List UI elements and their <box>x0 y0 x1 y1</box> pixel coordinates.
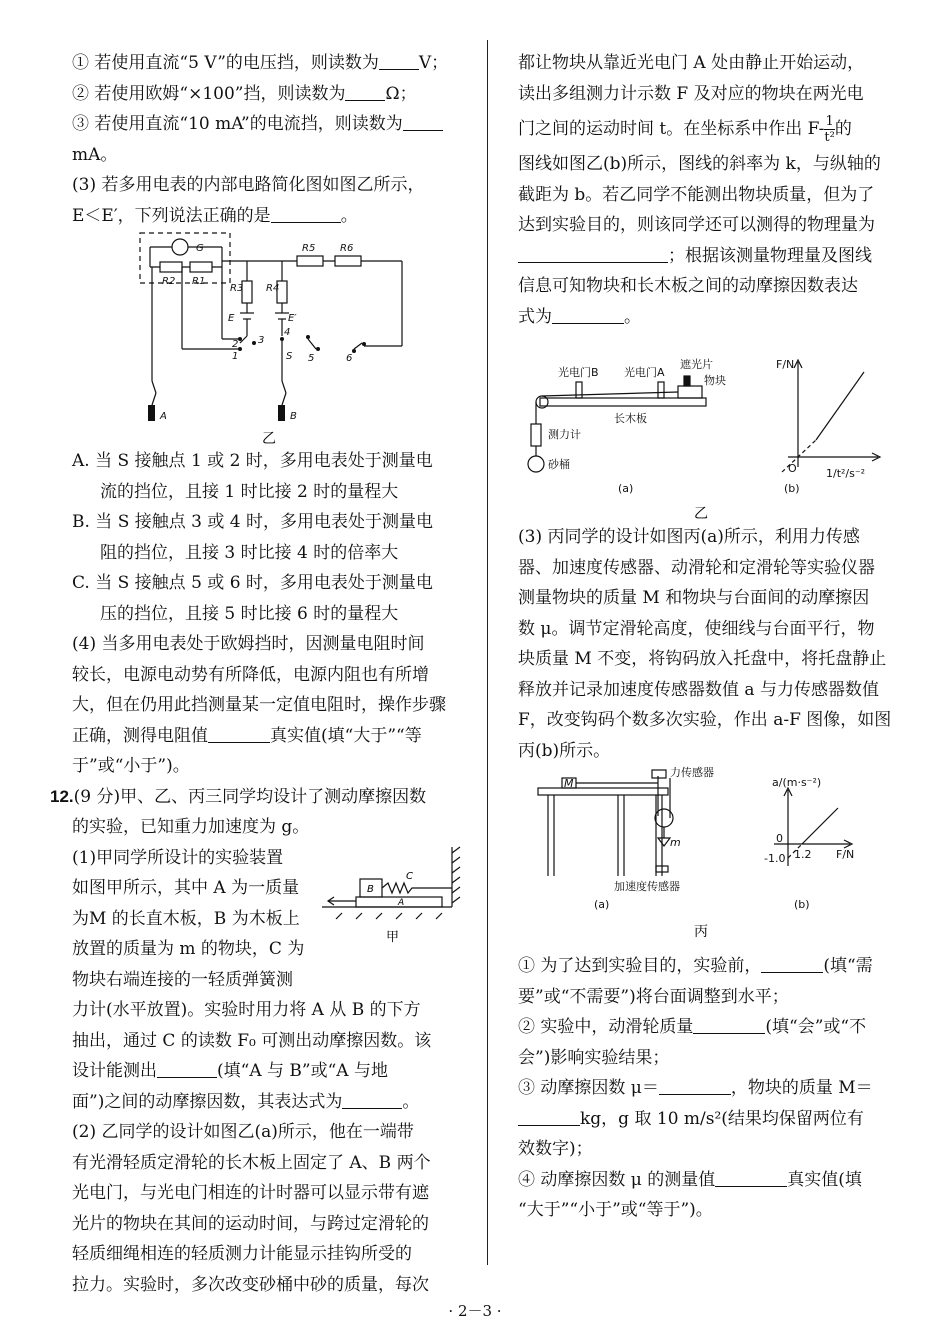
part-2-line: 拉力。实验时，多次改变砂桶中砂的质量，每次 <box>72 1274 429 1295</box>
part-3-line: (3) 若多用电表的内部电路简化图如图乙所示， <box>72 175 425 195</box>
sub-question-2: ② 实验中，动滑轮质量 (填“会”或“不 <box>518 1017 867 1037</box>
resistor-r6 <box>335 256 361 266</box>
question-12: 12.(9 分)甲、乙、丙三同学均设计了测动摩擦因数 <box>50 786 427 807</box>
part-1-line: 设计能测出 (填“A 与 B”或“A 与地 <box>72 1061 388 1081</box>
part-2-line: 式为 。 <box>518 306 641 327</box>
spring-scale-c <box>382 883 452 893</box>
sub-question-1-line: 要”或“不需要”)将台面调整到水平； <box>518 986 789 1007</box>
figure-caption: 乙 <box>694 506 708 522</box>
part-3-line: 释放并记录加速度传感器数值 a 与力传感器数值 <box>518 679 879 700</box>
figure-label: -1.0 <box>764 852 786 865</box>
circuit-label: R2 <box>162 276 176 287</box>
sub-question-4-line: “大于”“小于”或“等于”)。 <box>518 1200 713 1220</box>
circuit-label: 5 <box>308 353 315 364</box>
figure-caption: 甲 <box>386 929 400 945</box>
part-1-line: 抽出，通过 C 的读数 F₀ 可测出动摩擦因数。该 <box>72 1030 432 1051</box>
figure-label: B <box>367 883 374 895</box>
figure-label: (a) <box>594 898 610 911</box>
right-column <box>518 48 913 1226</box>
galvanometer-symbol <box>172 239 188 255</box>
part-2-line: 光片的物块在其间的运动时间，与跨过定滑轮的 <box>72 1213 429 1234</box>
page-number: · 2－3 · <box>448 1302 502 1320</box>
part-2-line: 轻质细绳相连的轻质测力计能显示挂钩所受的 <box>72 1244 412 1264</box>
part-2-line: (2) 乙同学的设计如图乙(a)所示，他在一端带 <box>72 1122 414 1142</box>
part-4-line: 大，但在仍用此挡测量某一定值电阻时，操作步骤 <box>72 695 446 715</box>
figure-label: 物块 <box>704 374 726 387</box>
column-divider <box>487 40 488 1265</box>
answer-blank[interactable] <box>403 112 443 131</box>
part-2-line: 截距为 b。若乙同学不能测出物块质量，但为了 <box>518 184 875 205</box>
part-2-line: 都让物块从靠近光电门 A 处由静止开始运动， <box>518 53 865 73</box>
part-3-line: F，改变钩码个数多次实验，作出 a-F 图像，如图 <box>518 710 892 730</box>
part-2-line: 达到实验目的，则该同学还可以测得的物理量为 <box>518 215 875 235</box>
figure-label: 1.2 <box>794 848 812 861</box>
part-4-line: 于”或“小于”)。 <box>72 756 190 776</box>
part-2-line: 门之间的运动时间 t。在坐标系中作出 F- $\frac{1}{\text{t²}}$ 的 <box>518 114 852 145</box>
circuit-label: E′ <box>288 313 297 324</box>
force-sensor <box>652 770 666 778</box>
circuit-label: 4 <box>284 327 291 338</box>
figure-label: O <box>788 462 797 475</box>
circuit-label: R4 <box>266 283 280 294</box>
part-1-line: 放置的质量为 m 的物块，C 为 <box>72 939 305 959</box>
question-1: ① 若使用直流“5 V”的电压挡，则读数为 V； <box>72 53 449 73</box>
part-2-line: 图线如图乙(b)所示，图线的斜率为 k，与纵轴的 <box>518 154 881 174</box>
sand-bucket <box>528 456 544 472</box>
table-top <box>538 788 668 795</box>
circuit-label: 2 <box>232 339 239 350</box>
fraction: $\frac{1}{\text{t²}}$ <box>824 114 835 145</box>
part-1-line: 为M 的长直木板，B 为木板上 <box>72 908 300 929</box>
figure-label: m <box>670 836 681 849</box>
part-1-line: 如图甲所示，其中 A 为一质量 <box>72 878 300 898</box>
figure-label: 光电门A <box>624 366 665 379</box>
figure-caption: 丙 <box>694 924 708 940</box>
sub-question-4: ④ 动摩擦因数 μ 的测量值 真实值(填 <box>518 1169 862 1190</box>
part-1-line: 面”)之间的动摩擦因数，其表达式为 。 <box>72 1091 420 1112</box>
answer-blank[interactable] <box>379 51 419 70</box>
circuit-label: S <box>286 351 293 362</box>
answer-blank[interactable] <box>518 1107 580 1126</box>
question-2: ② 若使用欧姆“×100”挡，则读数为 Ω； <box>72 83 417 104</box>
circuit-label: G <box>196 243 204 254</box>
long-board <box>540 398 706 406</box>
answer-blank[interactable] <box>208 724 270 743</box>
sub-question-3: ③ 动摩擦因数 μ＝ ，物块的质量 M＝ <box>518 1078 873 1098</box>
force-meter <box>531 424 541 446</box>
part-2-line: ；根据该测量物理量及图线 <box>518 241 913 272</box>
figure-label: 测力计 <box>548 428 581 441</box>
option-a: A. 当 S 接触点 1 或 2 时，多用电表处于测量电 流的挡位，且接 1 时比接 2 时的量程大 <box>72 451 433 502</box>
figure-jia <box>322 843 472 964</box>
option-c: C. 当 S 接触点 5 或 6 时，多用电表处于测量电 压的挡位，且接 5 时比接 6 时的量程大 <box>72 573 433 624</box>
probe-a <box>148 405 155 421</box>
figure-label: (b) <box>794 898 810 911</box>
circuit-label: R6 <box>340 243 354 254</box>
part-2-line: 光电门，与光电门相连的计时器可以显示带有遮 <box>72 1183 429 1203</box>
answer-blank[interactable] <box>342 1090 402 1109</box>
answer-blank[interactable] <box>659 1076 731 1095</box>
part-3-line: 丙(b)所示。 <box>518 740 611 761</box>
figure-label: 加速度传感器 <box>614 880 680 893</box>
question-12-line: 的实验，已知重力加速度为 g。 <box>72 817 310 837</box>
block <box>678 386 702 398</box>
resistor-r2 <box>160 262 182 272</box>
circuit-label: A <box>160 411 167 422</box>
figure-label: 遮光片 <box>680 358 713 371</box>
answer-blank[interactable] <box>157 1059 217 1078</box>
part-3-line: E＜E′，下列说法正确的是 。 <box>72 205 358 226</box>
part-1-line: (1)甲同学所设计的实验装置 <box>72 847 284 868</box>
circuit-label: 6 <box>346 353 353 364</box>
part-3-line: 测量物块的质量 M 和物块与台面间的动摩擦因 <box>518 588 870 608</box>
figure-label: C <box>406 870 413 882</box>
answer-blank[interactable] <box>552 305 624 324</box>
part-2-line: 读出多组测力计示数 F 及对应的物块在两光电 <box>518 83 864 104</box>
circuit-label: E <box>228 313 235 324</box>
answer-blank[interactable] <box>345 82 385 101</box>
answer-blank[interactable] <box>271 204 341 223</box>
figure-label: F/N <box>776 358 795 371</box>
sub-question-3-line: kg，g 取 10 m/s²(结果均保留两位有 <box>518 1104 913 1135</box>
sub-question-1: ① 为了达到实验目的，实验前， (填“需 <box>518 956 873 976</box>
part-1-line: 物块右端连接的一轻质弹簧测 <box>72 969 293 990</box>
question-3: ③ 若使用直流“10 mA”的电流挡，则读数为mA。 <box>72 109 472 170</box>
part-1-line: 力计(水平放置)。实验时用力将 A 从 B 的下方 <box>72 1000 421 1020</box>
figure-label: 力传感器 <box>670 766 714 779</box>
figure-label: 长木板 <box>614 412 647 425</box>
figure-label: a/(m·s⁻²) <box>772 776 822 789</box>
probe-b <box>278 405 285 421</box>
circuit-label: R1 <box>192 276 206 287</box>
figure-label: (a) <box>618 482 634 495</box>
answer-blank[interactable] <box>761 954 823 973</box>
figure-label: F/N <box>836 848 855 861</box>
answer-blank[interactable] <box>518 244 668 263</box>
circuit-label: 1 <box>232 351 239 362</box>
resistor-r3 <box>242 281 252 303</box>
part-4-line: 较长，电源电动势有所降低，电源内阻也有所增 <box>72 664 429 685</box>
answer-blank[interactable] <box>693 1015 765 1034</box>
part-4-line: 正确，测得电阻值 真实值(填“大于”“等 <box>72 725 422 746</box>
circuit-label: 3 <box>258 335 265 346</box>
left-column <box>50 48 472 1300</box>
resistor-r1 <box>190 262 212 272</box>
resistor-r5 <box>297 256 323 266</box>
figure-yi <box>518 332 913 522</box>
circuit-label: B <box>290 411 297 422</box>
circuit-diagram <box>72 231 472 446</box>
sub-question-3-line: 效数字)； <box>518 1139 593 1159</box>
part-3-line: 数 μ。调节定滑轮高度，使细线与台面平行，物 <box>518 618 875 639</box>
circuit-label: R3 <box>230 283 244 294</box>
figure-bing <box>518 766 913 951</box>
option-b: B. 当 S 接触点 3 或 4 时，多用电表处于测量电 阻的挡位，且接 3 时比接 4 时的倍率大 <box>72 512 434 563</box>
answer-blank[interactable] <box>715 1168 787 1187</box>
figure-label: A <box>398 897 405 908</box>
figure-label: M <box>564 777 574 790</box>
part-3-line: (3) 丙同学的设计如图丙(a)所示，利用力传感 <box>518 527 860 547</box>
figure-label: (b) <box>784 482 800 495</box>
figure-label: 0 <box>776 832 783 845</box>
circuit-label: R5 <box>302 243 316 254</box>
part-4-line: (4) 当多用电表处于欧姆挡时，因测量电阻时间 <box>72 634 425 654</box>
part-3-line: 器、加速度传感器、动滑轮和定滑轮等实验仪器 <box>518 557 875 578</box>
figure-label: 光电门B <box>558 366 599 379</box>
figure-label: 1/t²/s⁻² <box>826 467 866 480</box>
part-2-line: 有光滑轻质定滑轮的长木板上固定了 A、B 两个 <box>72 1152 431 1173</box>
part-2-line: 信息可知物块和长木板之间的动摩擦因数表达 <box>518 276 858 296</box>
sub-question-2-line: 会”)影响实验结果； <box>518 1047 670 1068</box>
figure-caption: 乙 <box>262 431 276 446</box>
figure-label: 砂桶 <box>548 458 570 471</box>
part-3-line: 块质量 M 不变，将钩码放入托盘中，将托盘静止 <box>518 649 887 669</box>
